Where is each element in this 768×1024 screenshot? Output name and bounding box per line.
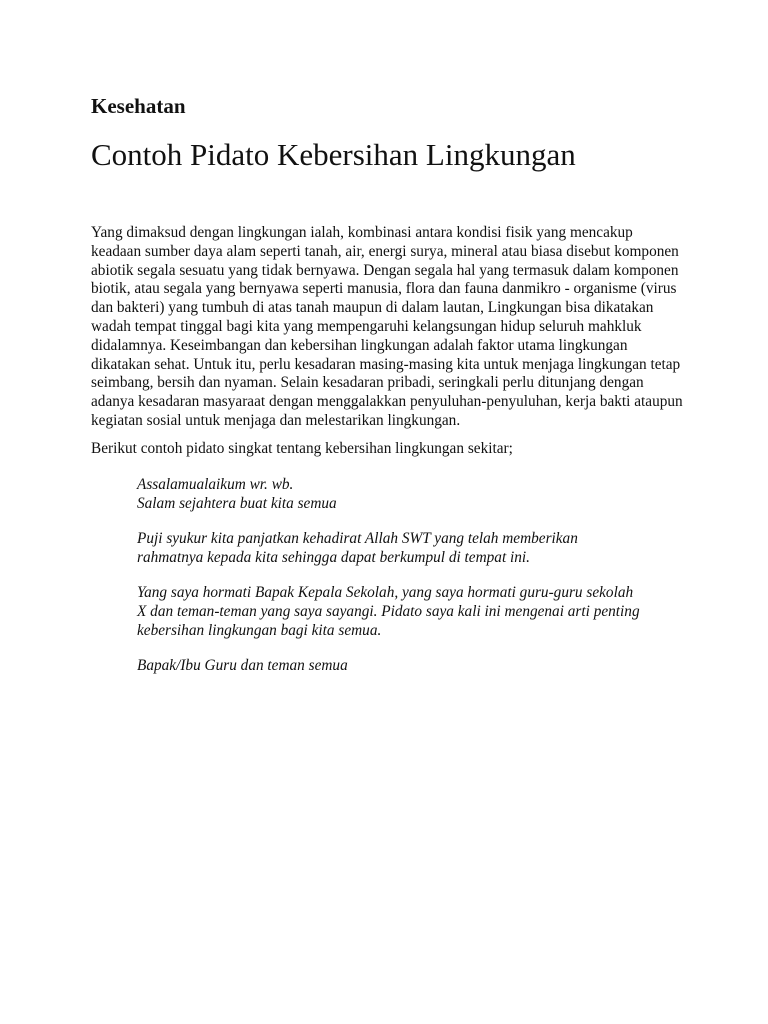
speech-line: kebersihan lingkungan bagi kita semua.: [137, 621, 382, 639]
body-paragraph: [91, 224, 683, 431]
paragraph-line: Yang dimaksud dengan lingkungan ialah, kombinasi antara kondisi fisik yang mencakup: [91, 224, 633, 241]
speech-line: Puji syukur kita panjatkan kehadirat Allah SWT yang telah memberikan: [137, 530, 578, 547]
speech-line: X dan teman-teman yang saya sayangi. Pidato saya kali ini mengenai arti penting: [137, 602, 640, 620]
speech-line: rahmatnya kepada kita sehingga dapat berkumpul di tempat ini.: [137, 548, 530, 566]
speech-line: Bapak/Ibu Guru dan teman semua: [137, 657, 348, 674]
paragraph-line: didalamnya. Keseimbangan dan kebersihan lingkungan adalah faktor utama lingkungan: [91, 336, 628, 354]
paragraph-line: wadah tempat tinggal bagi kita yang mempengaruhi kelangsungan hidup seluruh mahkluk: [91, 317, 642, 335]
speech-line: Assalamualaikum wr. wb.: [137, 476, 294, 493]
paragraph-line: biotik, atau segala yang bernyawa seperti manusia, flora dan fauna danmikro - organisme (virus: [91, 280, 677, 298]
speech-address: [137, 657, 348, 676]
document-title: Contoh Pidato Kebersihan Lingkungan: [91, 137, 576, 172]
paragraph-line: kegiatan sosial untuk menjaga dan melestarikan lingkungan.: [91, 411, 461, 429]
speech-greeting: [137, 476, 337, 514]
speech-gratitude: [137, 530, 578, 568]
paragraph-line: dikatakan sehat. Untuk itu, perlu kesadaran masing-masing kita untuk menjaga lingkungan tetap: [91, 355, 681, 373]
paragraph-line: seimbang, bersih dan nyaman. Selain kesadaran pribadi, seringkali perlu ditunjang dengan: [91, 374, 644, 392]
paragraph-line: dan bakteri) yang tumbuh di atas tanah maupun di dalam lautan, Lingkungan bisa dikatakan: [91, 299, 654, 317]
paragraph-line: adanya kesadaran masyaraat dengan menggalakkan penyuluhan-penyuluhan, kerja bakti ataupun: [91, 393, 683, 411]
document-category: Kesehatan: [91, 94, 186, 118]
speech-line: Yang saya hormati Bapak Kepala Sekolah, yang saya hormati guru-guru sekolah: [137, 584, 634, 601]
speech-respects: [137, 584, 640, 640]
paragraph-line: keadaan sumber daya alam seperti tanah, air, energi surya, mineral atau biasa disebut komponen: [91, 242, 679, 260]
speech-line: Salam sejahtera buat kita semua: [137, 494, 337, 512]
speech-intro: Berikut contoh pidato singkat tentang kebersihan lingkungan sekitar;: [91, 440, 513, 457]
paragraph-line: abiotik segala sesuatu yang tidak bernyawa. Dengan segala hal yang termasuk dalam komponen: [91, 261, 679, 279]
